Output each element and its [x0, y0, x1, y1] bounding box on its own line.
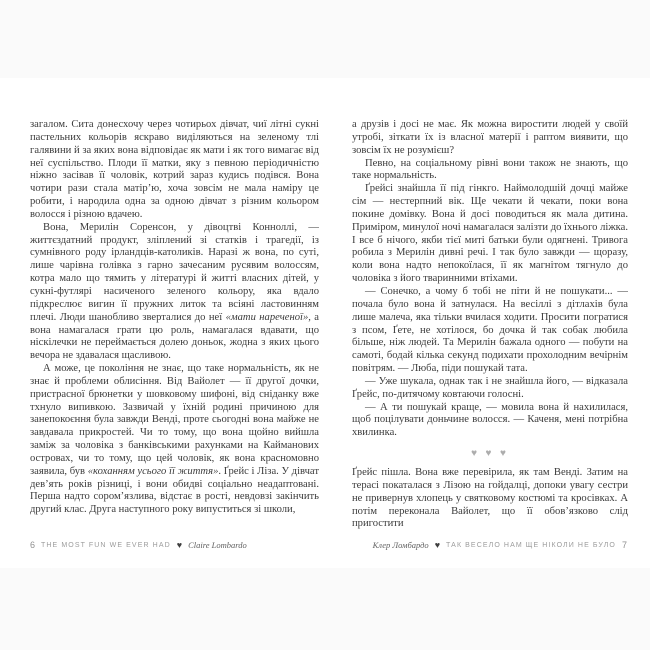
right-running-title: ТАК ВЕСЕЛО НАМ ЩЕ НІКОЛИ НЕ БУЛО	[446, 541, 616, 549]
paragraph: Вона, Мерилін Соренсон, у дівоцтві Конноллі, — життєздатний продукт, зліплений зі статків і трагедії, із сумнівного роду ірландців-католиків. Наразі ж вона, по суті, лише чарівна голівка з гарно зачесаним русявим волоссям, котра мало що тямить у літературі й житті власних дітей, у сукні-футлярі насиченого зеленого кольору, яка вдало підкреслює вигин її пружних литок та всіяні ластовинням плечі. Люди шанобливо зверталися до неї «мати нареченої», а вона намагалася грати цю роль, намагалася вдавати, що ніскілечки не переймається долею доньок, жодна з яких цього вечора не здавалася щасливою.	[30, 221, 319, 362]
right-page-text-bottom	[352, 467, 628, 531]
left-page-footer	[30, 538, 247, 552]
paragraph: — Сонечко, а чому б тобі не піти й не пошукати... — почала було вона й затнулася. На весіллі з дітлахів була лише малеча, яка тільки вчилася ходити. Просити погратися з псом, Ґете, не хотілося, бо дочка й так собак любила більше, ніж людей. Та Мерилін бажала одного — побути на самоті, бодай кілька секунд подихати прохолодним вечірнім повітрям. — Люба, піди пошукай тата.	[352, 285, 628, 375]
heart-icon: ♥	[434, 539, 441, 550]
paragraph: загалом. Сита донесхочу через чотирьох дівчат, чиї літні сукні пастельних кольорів яскраво виділяються на зеленому тлі галявини й за яких вона відповідає як мати і як того вимагає від неї суспільство. Плоди її матки, яку з певною періодичністю ніжно засівав її чоловік, котрий зараз кудись подівся. Вона чотири рази стала матір’ю, хоча зовсім не мала наміру це робити, і народила одна за одною дівчат з різним кольором волосся і різною вдачею.	[30, 119, 319, 220]
heart-icon: ♥	[176, 539, 183, 550]
left-page-text	[30, 119, 319, 521]
paragraph: А може, це покоління не знає, що таке нормальність, як не знає й проблеми облисіння. Від Вайолет — її другої дочки, пристрасної брюнетки у шовковому шифоні, від сніданку вже тхнуло випивкою. Зазвичай у їхній родині причиною для занепокоєння була завжди Венді, проте сьогодні вона майже не завдавала прикростей. Чи то тому, що вона щойно вийшла заміж за чоловіка з банківськими рахунками на Кайманових островах, чи то тому, що цей чоловік, як вона красномовно заявила, був «коханням усього її життя». Ґрейс і Ліза. У дівчат дев’ять років різниці, і вони обидві соціально неадаптовані. Перша надто сором’язлива, відстає в рості, невдовзі закінчить другий клас. Друга наступного року випуститься зі школи,	[30, 363, 319, 516]
right-running-author: Клер Ломбардо	[372, 540, 429, 550]
paragraph: Певно, на соціальному рівні вони також не знають, що таке нормальність.	[352, 157, 628, 182]
right-page-number: 7	[621, 540, 627, 550]
left-running-author: Claire Lombardo	[188, 540, 247, 550]
paragraph: Ґрейс пішла. Вона вже перевірила, як там Венді. Затим на терасі покаталася з Лізою на гойдалці, допоки увагу сестри не привернув хлопець у святковому костюмі та кросівках. А потім переконала Вайолет, що її обов’язково слід пригостити	[352, 467, 628, 530]
right-page-text	[352, 119, 628, 531]
paragraph: — Уже шукала, однак так і не знайшла його, — відказала Ґрейс, по-дитячому ковтаючи голосні.	[352, 375, 628, 400]
section-break-hearts-ornament: ♥ ♥ ♥	[471, 448, 509, 460]
paragraph: а друзів і досі не має. Як можна виростити людей у своїй утробі, зіткати їх із власної матерії і раптом виявити, що зовсім їх не розумієш?	[352, 119, 628, 156]
left-running-title: THE MOST FUN WE EVER HAD	[41, 541, 171, 549]
right-page-text-top	[352, 119, 628, 440]
paragraph: Ґрейсі знайшла її під гінкго. Наймолодшій дочці майже сім — нестерпний вік. Ще чекати й чекати, поки вона покине домівку. Вона й досі поводиться як мала дитина. Приміром, минулої ночі намагалася залізти до їхнього ліжка. І все б нічого, якби тієї миті батьки були одягнені. Тривога робила з Мерилін дивні речі. І так було завжди — щоразу, коли вона надто непокоїлася, її як магнітом тягнуло до чоловіка з його тваринними втіхами.	[352, 183, 628, 285]
left-page-number: 6	[30, 540, 36, 550]
paragraph: — А ти пошукай краще, — мовила вона й нахилилася, щоб поцілувати доньчине волосся. — Каченя, мені потрібна хвилинка.	[352, 401, 628, 439]
right-page-footer	[373, 538, 627, 552]
